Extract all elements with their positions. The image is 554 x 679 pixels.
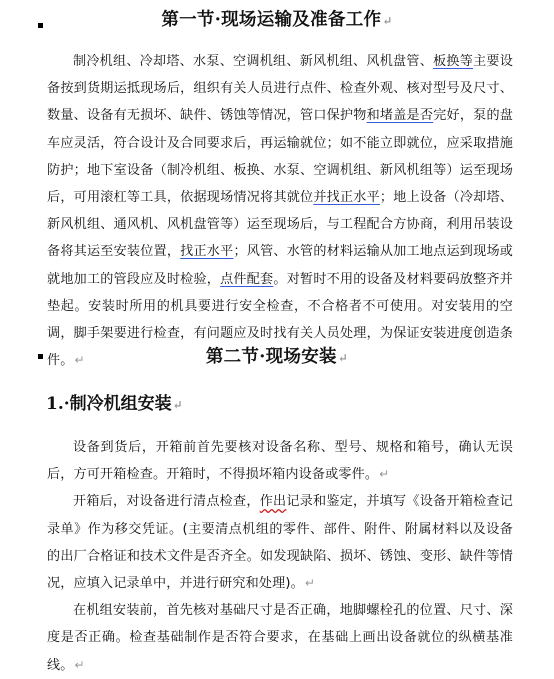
text-run: 记录和鉴定，并填写《设备开箱检查记录单》作为移交凭证。(主要清点机组的零件、部件、附件、附属材料以及设备的出厂合格证和技术文件是否齐全。如发现缺陷、损坏、锈蚀、变形、缺件等情况，应填入记录单中，并进行研究和处理)。	[47, 494, 513, 592]
subsection-heading: 1.·制冷机组安装↵	[46, 394, 183, 414]
text-run: ；风管、水管的材料运输从加工地点运到现场或就地加工的管段应及时检验，	[47, 244, 513, 287]
subsection-body	[47, 434, 513, 679]
section-1-paragraph	[47, 48, 513, 374]
section-heading-1: 第一节·现场运输及准备工作↵	[161, 10, 393, 30]
underlined-text: 点件配套	[220, 271, 274, 287]
paragraph-mark: ↵	[172, 398, 183, 412]
text-run: ；地上设备（冷却塔、新风机组、通风机、风机盘管等）运至现场后，与工程配合方协商，利用吊装设备将其运至安装位置，	[47, 190, 514, 260]
underlined-text: 板换等	[433, 54, 474, 69]
body-paragraph	[47, 488, 513, 597]
paragraph-mark: ↵	[382, 14, 393, 28]
text-run: 主要设备按到货期运抵现场后，组织有关人员进行点件、检查外观、核对型号及尺寸、数量、设备有无损坏、缺件、锈蚀等情况，管口保护物	[47, 54, 513, 124]
section-heading-2: 第二节·现场安装↵	[205, 347, 349, 367]
underlined-text: 找正水平	[180, 244, 234, 260]
body-paragraph: 在机组安装前，首先核对基础尺寸是否正确，地脚螺栓孔的位置、尺寸、深度是否正确。检查基础制作是否符合要求，在基础上画出设备就位的纵横基准线。↵	[47, 603, 513, 673]
text-run: 完好，泵的盘车应灵活，符合设计及合同要求后，再运输就位；如不能立即就位，应采取措施防护；地下室设备（制冷机组、板换、水泵、空调机组、新风机组等）运至现场后，可用滚杠等工具，依据现场情况将其就位	[47, 108, 514, 206]
underlined-text: 和堵盖是否	[366, 108, 434, 124]
underlined-text: 作出	[259, 494, 287, 510]
body-paragraph	[47, 48, 513, 374]
paragraph-mark: ↵	[379, 467, 390, 482]
paragraph-mark: ↵	[74, 657, 85, 672]
text-run: 。对暂时不用的设备及材料要码放整齐并垫起。安装时所用的机具要进行安全检查，不合格者不可使用。对安装用的空调，脚手架要进行检查，有问题应及时找有关人员处理，为保证安装进度创造条件。	[47, 271, 513, 369]
text-run: 制冷机组、冷却塔、水泵、空调机组、新风机组、风机盘管、	[73, 54, 434, 69]
paragraph-mark: ↵	[337, 351, 349, 365]
text-run: 开箱后，对设备进行清点检查，	[73, 494, 260, 510]
body-paragraph: 设备到货后，开箱前首先要核对设备名称、型号、规格和箱号，确认无误后，方可开箱检查。开箱时，不得损坏箱内设备或零件。↵	[47, 440, 513, 483]
paragraph-mark: ↵	[74, 353, 85, 368]
paragraph-mark: ↵	[304, 576, 316, 591]
underlined-text: 并找正水平	[313, 190, 380, 206]
